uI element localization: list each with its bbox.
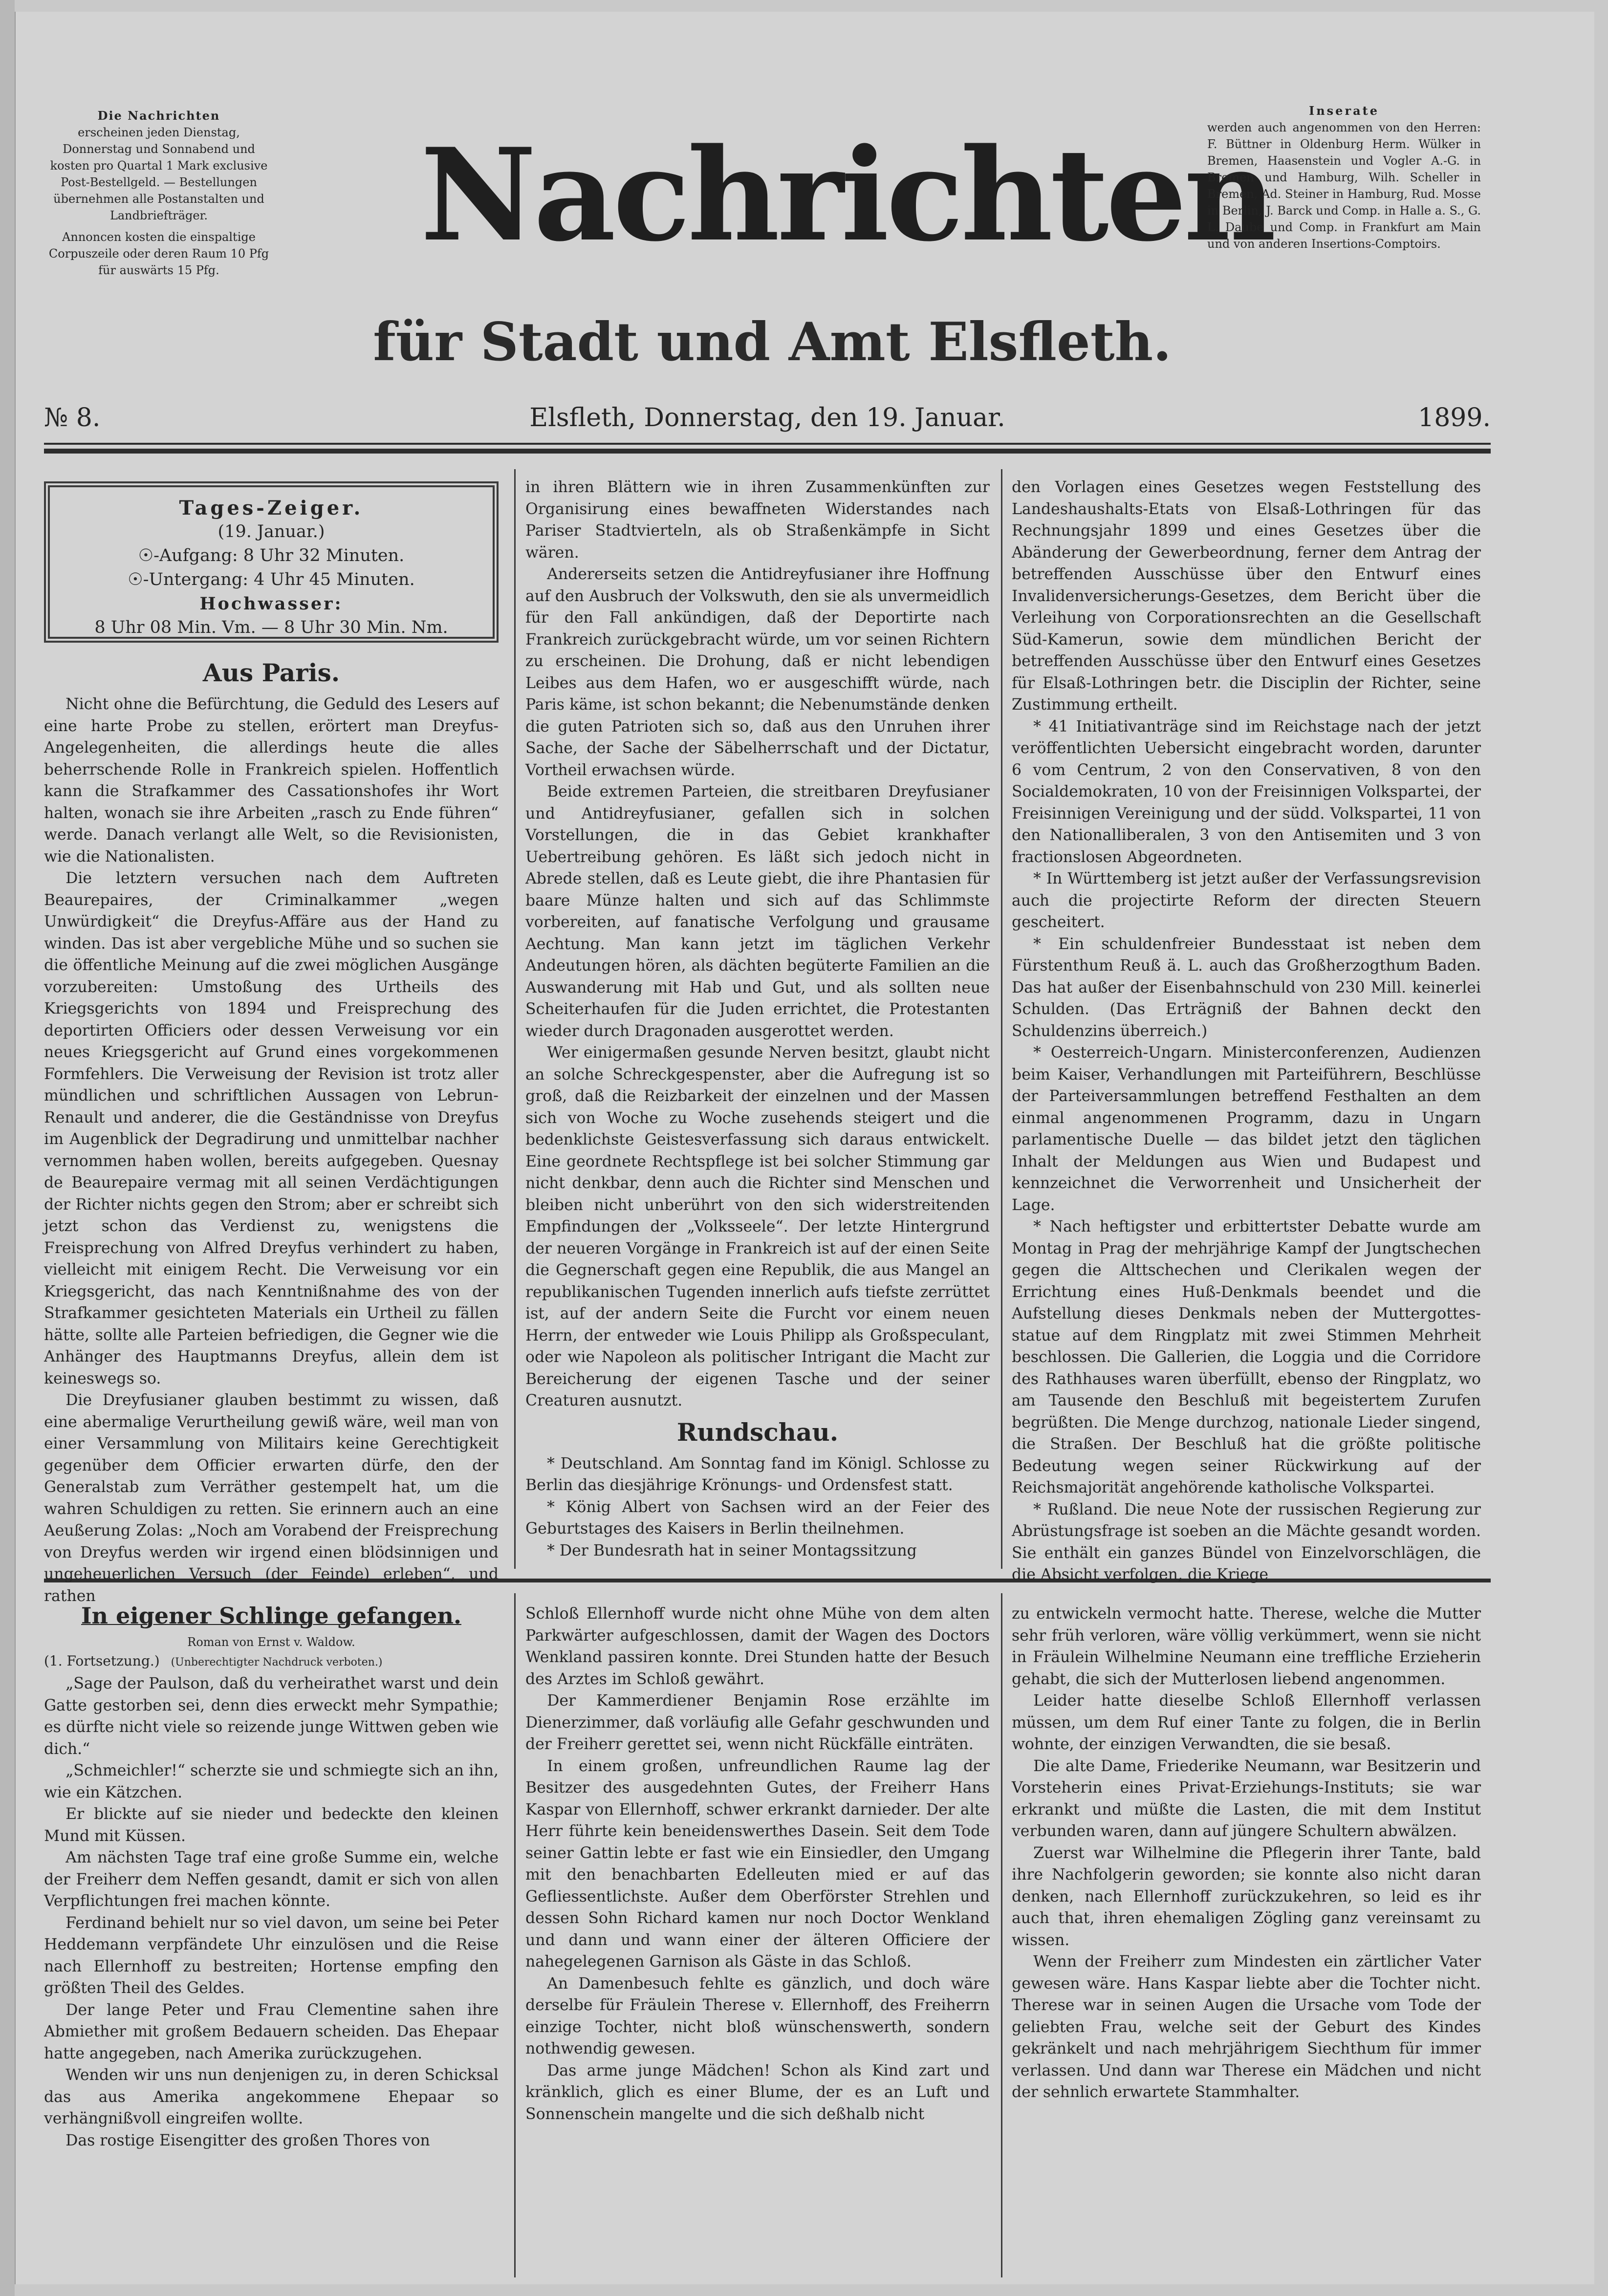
- page-edge-strip: [0, 0, 15, 2296]
- tages-zeiger-date: (19. Januar.): [217, 522, 325, 542]
- column-rule: [514, 1593, 516, 2277]
- column-1-lower: [44, 1598, 499, 2277]
- issue-number: № 8.: [44, 403, 101, 433]
- subscription-info: [44, 108, 274, 279]
- article-title-aus-paris: Aus Paris.: [202, 658, 340, 687]
- paragraph: Leider hatte dieselbe Schloß Ellernhoff verlassen müssen, um dem Ruf einer Tante zu folgen, die in Berlin wohnte, der einzigen Verwandten, die sie besaß.: [1012, 1692, 1481, 1753]
- column-rule: [1001, 469, 1002, 1569]
- inserate-head: Inserate: [1308, 104, 1379, 118]
- paragraph: * Ein schuldenfreier Bundesstaat ist neben dem Fürstenthum Reuß ä. L. auch das Großherzogthum Baden. Das hat außer der Eisenbahnschuld von 230 Mill. keinerlei Schulden. (Das Erträgniß der Bahnen deckt den Schuldenzins überreich.): [1012, 935, 1481, 1040]
- column-rule: [514, 469, 516, 1569]
- paragraph: * Deutschland. Am Sonntag fand im Königl. Schlosse zu Berlin das diesjährige Krönungs- und Ordensfest statt.: [525, 1454, 990, 1494]
- tages-zeiger-box: [44, 481, 499, 643]
- inserate-info: [1207, 103, 1481, 252]
- column-2-lower: [525, 1603, 990, 2277]
- paragraph: Das arme junge Mädchen! Schon als Kind zart und kränklich, glich es einer Blume, der es an Luft und Sonnenschein mangelte und die sich deßhalb nicht: [525, 2061, 990, 2123]
- paragraph: „Sage der Paulson, daß du verheirathet warst und dein Gatte gestorben sei, denn dies erweckt mehr Sympathie; es dürfte nicht viele so reizende junge Wittwen geben wie dich.“: [44, 1675, 499, 1758]
- paragraph: den Vorlagen eines Gesetzes wegen Feststellung des Landeshaushalts-Etats von Elsaß-Lothringen für das Rechnungsjahr 1899 und eines Gesetzes über die Abänderung der Gewerbeordnung, ferner dem Antrag der betreffenden Ausschüsse über den Entwurf eines Invalidenversicherungs-Gesetzes, dem Bericht über die Verleihung von Corporationsrechten an die Gesellschaft Süd-Kamerun, sowie dem mündlichen Bericht der betreffenden Ausschüsse über den Entwurf eines Gesetzes für Elsaß-Lothringen betr. die Disciplin der Richter, seine Zustimmung ertheilt.: [1012, 478, 1481, 714]
- section-title-rundschau: Rundschau.: [676, 1417, 839, 1447]
- column-rule: [1001, 1593, 1002, 2277]
- paragraph: * König Albert von Sachsen wird an der Feier des Geburtstages des Kaisers in Berlin theilnehmen.: [525, 1498, 990, 1538]
- sunset-time: ☉-Untergang: 4 Uhr 45 Minuten.: [128, 570, 415, 589]
- paragraph: * Der Bundesrath hat in seiner Montagssitzung: [547, 1541, 917, 1560]
- column-3-upper: [1012, 477, 1481, 1583]
- issue-year: 1899.: [1418, 403, 1491, 433]
- paragraph: Zuerst war Wilhelmine die Pflegerin ihrer Tante, bald ihre Nachfolgerin geworden; sie konnte also nicht daran denken, nach Ellernhoff zurückzukehren, so leid es ihr auch that, ihren ehemaligen Zögling ganz vereinsamt zu wissen.: [1012, 1844, 1481, 1949]
- paragraph: Wer einigermaßen gesunde Nerven besitzt, glaubt nicht an solche Schreckgespenster, aber die Aufregung ist so groß, daß die Reizbarkeit der einzelnen und der Massen sich von Woche zu Woche zusehends steigert und die bedenklichste Geistesverfassung sich daraus entwickelt. Eine geordnete Rechtspflege ist bei solcher Stimmung gar nicht denkbar, denn auch die Richter sind Menschen und bleiben nicht unberührt von den sich widerstreitenden Empfindungen der „Volksseele“. Der letzte Hintergrund der neueren Vorgänge in Frankreich ist auf der einen Seite die Gegnerschaft gegen eine Republik, die aus Mangel an republikanischen Tugenden innerlich aufs tiefste zerrüttet ist, auf der andern Seite die Furcht vor einem neuen Herrn, der entweder wie Louis Philipp als Großspeculant, oder wie Napoleon als politischer Intrigant die Macht zur Bereicherung der eigenen Tasche und der seiner Creaturen ausnutzt.: [525, 1044, 990, 1409]
- paragraph: Der Kammerdiener Benjamin Rose erzählte im Dienerzimmer, daß vorläufig alle Gefahr geschwunden und der Freiherr gerettet sei, wenn nicht Rückfälle einträten.: [525, 1692, 990, 1753]
- column-2-upper: [525, 477, 990, 1571]
- paragraph: * Rußland. Die neue Note der russischen Regierung zur Abrüstungsfrage ist soeben an die Mächte gesandt worden. Sie enthält ein ganzes Bündel von Einzelvorschlägen, die die Absicht verfolgen, die Kriege: [1012, 1500, 1481, 1583]
- paragraph: Ferdinand behielt nur so viel davon, um seine bei Peter Heddemann verpfändete Uhr einzulösen und die Reise nach Ellernhoff zu bestreiten; Hortense empfing den größten Theil des Geldes.: [44, 1914, 499, 1997]
- paragraph: Wenn der Freiherr zum Mindesten ein zärtlicher Vater gewesen wäre. Hans Kaspar liebte aber die Tochter nicht. Therese war in seinen Augen die Ursache vom Tode der geliebten Frau, welche seit der Geburt des Kindes gekränkelt und nach mehrjährigem Siechthum für immer verlassen. Und dann war Therese ein Mädchen und nicht der sehnlich erwartete Stammhalter.: [1012, 1953, 1481, 2101]
- paragraph: Am nächsten Tage traf eine große Summe ein, welche der Freiherr dem Neffen gesandt, damit er sich von allen Verpflichtungen frei machen könnte.: [44, 1849, 499, 1910]
- inserate-text: werden auch angenommen von den Herren: F. Büttner in Oldenburg Herm. Wülker in Bremen, Haasenstein und Vogler A.-G. in Bremen und Hamburg, Wilh. Scheller in Bremen, Ad. Steiner in Hamburg, Rud. Mosse in Berlin, J. Barck und Comp. in Halle a. S., G. L. Daube und Comp. in Frankfurt am Main und von anderen Insertions-Comptoirs.: [1207, 121, 1481, 251]
- paragraph: in ihren Blättern wie in ihren Zusammenkünften zur Organisirung eines bewaffneten Widerstandes nach Pariser Stadtvierteln, als ob Straßenkämpfe in Sicht wären.: [525, 478, 990, 562]
- paragraph: Schloß Ellernhoff wurde nicht ohne Mühe von dem alten Parkwärter aufgeschlossen, damit der Wagen des Doctors Wenkland passiren konnte. Drei Stunden hatte der Besuch des Arztes im Schloß gewährt.: [525, 1605, 990, 1688]
- story-byline: Roman von Ernst v. Waldow.: [187, 1635, 355, 1649]
- sunrise-time: ☉-Aufgang: 8 Uhr 32 Minuten.: [138, 546, 405, 565]
- header-rule-thin: [44, 443, 1491, 445]
- paragraph: Er blickte auf sie nieder und bedeckte den kleinen Mund mit Küssen.: [44, 1805, 499, 1845]
- subscription-text: erscheinen jeden Dienstag, Donnerstag und Sonnabend und kosten pro Quartal 1 Mark exclusive Post-Bestellgeld. — Bestellungen übernehmen alle Postanstalten und Landbriefträger.: [50, 126, 268, 222]
- masthead-subtitle: für Stadt und Amt Elsfleth.: [373, 311, 1172, 373]
- paragraph: * In Württemberg ist jetzt außer der Verfassungsrevision auch die projectirte Reform der directen Steuern gescheitert.: [1012, 870, 1481, 931]
- column-1-upper: [44, 652, 499, 1605]
- hochwasser-title: Hochwasser:: [199, 594, 343, 614]
- paragraph: Nicht ohne die Befürchtung, die Geduld des Lesers auf eine harte Probe zu stellen, erörtert man Dreyfus-Angelegenheiten, die allerdings heute die alles beherrschende Rolle in Frankreich spielen. Hoffentlich kann die Strafkammer des Cassationshofes ihr Wort halten, wonach sie ihre Arbeiten „rasch zu Ende führen“ werde. Danach verlangt alle Welt, so die Revisionisten, wie die Nationalisten.: [44, 695, 499, 866]
- paragraph: An Damenbesuch fehlte es gänzlich, und doch wäre derselbe für Fräulein Therese v. Ellernhoff, des Freiherrn einzige Tochter, nicht bloß wünschenswerth, sondern nothwendig gewesen.: [525, 1974, 990, 2058]
- continuation-label: (1. Fortsetzung.): [44, 1653, 160, 1669]
- paragraph: * Nach heftigster und erbittertster Debatte wurde am Montag in Prag der mehrjährige Kampf der Jungtschechen gegen die Alttschechen und Clerikalen wegen der Errichtung eines Huß-Denkmals beendet und die Aufstellung dieses Denkmals neben der Muttergottes-statue auf dem Ringplatz mit zwei Stimmen Mehrheit beschlossen. Die Gallerien, die Loggia und die Corridore des Rathhauses waren überfüllt, ebenso der Ringplatz, wo am Tausende den Beschluß mit begeistertem Zurufen begrüßten. Die Menge durchzog, nationale Lieder singend, die Straßen. Der Beschluß hat die größte politische Bedeutung wegen seiner Rückwirkung auf der Reichsmajorität angehörende katholische Volkspartei.: [1012, 1218, 1481, 1496]
- paragraph: * 41 Initiativanträge sind im Reichstage nach der jetzt veröffentlichten Uebersicht eingebracht worden, darunter 6 vom Centrum, 2 von den Conservativen, 8 von den Socialdemokraten, 10 von der Freisinnigen Volkspartei, der Freisinnigen Vereinigung und der südd. Volkspartei, 11 von den Nationalliberalen, 3 von den Antisemiten und 3 von fractionslosen Abgeordneten.: [1012, 717, 1481, 866]
- paragraph: Wenden wir uns nun denjenigen zu, in deren Schicksal das aus Amerika angekommene Ehepaar so verhängnißvoll eingreifen wollte.: [44, 2066, 499, 2127]
- paragraph: Beide extremen Parteien, die streitbaren Dreyfusianer und Antidreyfusianer, gefallen sich in solchen Vorstellungen, die in das Gebiet krankhafter Uebertreibung gehören. Es läßt sich jedoch nicht in Abrede stellen, daß es Leute giebt, die ihre Phantasien für baare Münze halten und sich auf das Schlimmste vorbereiten, auf fanatische Verfolgung und grausame Aechtung. Man kann jetzt im täglichen Verkehr Andeutungen hören, als dächten begüterte Familien an die Auswanderung mit Hab und Gut, und als sollten neue Scheiterhaufen für die Juden errichtet, die Protestanten wieder durch Dragonaden ausgerottet werden.: [525, 783, 990, 1040]
- story-title: In eigener Schlinge gefangen.: [81, 1603, 461, 1629]
- header-rule-thick: [44, 449, 1491, 454]
- advert-price-text: Annoncen kosten die einspaltige Corpuszeile oder deren Raum 10 Pfg für auswärts 15 Pfg.: [48, 230, 269, 277]
- paragraph: Der lange Peter und Frau Clementine sahen ihre Abmiether mit großem Bedauern scheiden. Das Ehepaar hatte angegeben, nach Amerika zurückzugehen.: [44, 2001, 499, 2062]
- dateline: [44, 401, 1491, 435]
- paragraph: Die letztern versuchen nach dem Auftreten Beaurepaires, der Criminalkammer „wegen Unwürdigkeit“ die Dreyfus-Affäre aus der Hand zu winden. Das ist aber vergebliche Mühe und so suchen sie die öffentliche Meinung auf die zwei möglichen Ausgänge vorzubereiten: Umstoßung des Urtheils des Kriegsgerichts von 1894 und Freisprechung des deportirten Officiers oder dessen Verweisung vor ein neues Kriegsgericht auf Grund eines vorgekommenen Formfehlers. Die Verweisung der Revision ist trotz aller mündlichen und schriftlichen Aussagen von Lebrun-Renault und anderer, die die Geständnisse von Dreyfus im Augenblick der Degradirung und unmittelbar nachher vernommen haben wollen, bereits aufgegeben. Quesnay de Beaurepaire vermag mit all seinen Verdächtigungen der Richter nichts gegen den Strom; aber er schreibt sich jetzt schon das Verdienst zu, wenigstens die Freisprechung von Alfred Dreyfus verhindert zu haben, vielleicht mit einigem Recht. Die Verweisung vor ein Kriegsgericht, das nach Kenntnißnahme des von der Strafkammer gesichteten Materials ein Urtheil zu fällen hätte, sollte alle Parteien befriedigen, die Gegner wie die Anhänger des Hauptmanns Dreyfus, allein dem ist keineswegs so.: [44, 869, 499, 1387]
- masthead-title: Nachrichten: [420, 121, 1274, 270]
- rights-notice: (Unberechtigter Nachdruck verboten.): [171, 1656, 383, 1668]
- subscription-head: Die Nachrichten: [97, 108, 220, 123]
- paragraph: Die Dreyfusianer glauben bestimmt zu wissen, daß eine abermalige Verurtheilung gewiß wäre, weil man von einer Versammlung von Militairs keine Gerechtigkeit gegenüber dem Officier erwarten dürfe, den der Generalstab zum Verräther gestempelt hat, um die wahren Schuldigen zu retten. Sie erinnern auch an eine Aeußerung Zolas: „Noch am Vorabend der Freisprechung von Dreyfus werden wir irgend einen blödsinnigen und ungeheuerlichen Versuch (der Feinde) erleben“, und rathen: [44, 1391, 499, 1605]
- paragraph: Die alte Dame, Friederike Neumann, war Besitzerin und Vorsteherin eines Privat-Erziehungs-Instituts; sie war erkrankt und müßte die Lasten, die mit dem Institut verbunden waren, dann auf jüngere Schultern abwälzen.: [1012, 1757, 1481, 1840]
- paragraph: Andererseits setzen die Antidreyfusianer ihre Hoffnung auf den Ausbruch der Volkswuth, den sie als unvermeidlich für den Fall ankündigen, daß der Deportirte nach Frankreich zurückgebracht würde, um vor seinen Richtern zu erscheinen. Die Drohung, daß er nicht lebendigen Leibes aus dem Hafen, wo er ausgeschifft würde, nach Paris käme, ist schon bekannt; die Nebenumstände denken die guten Patrioten sich so, daß aus den Unruhen ihrer Sache, der Sache der Säbelherrschaft und der Dictatur, Vortheil erwachsen würde.: [525, 565, 990, 779]
- story-continuation: [44, 1651, 499, 1673]
- paragraph: Das rostige Eisengitter des großen Thores von: [65, 2131, 430, 2149]
- paragraph: zu entwickeln vermocht hatte. Therese, welche die Mutter sehr früh verloren, wäre völlig verkümmert, wenn sie nicht in Fräulein Wilhelmine Neumann eine treffliche Erzieherin gehabt, die sich der Mutterlosen liebend angenommen.: [1012, 1605, 1481, 1688]
- paragraph: In einem großen, unfreundlichen Raume lag der Besitzer des ausgedehnten Gutes, der Freiherr Hans Kaspar von Ellernhoff, schwer erkrankt darnieder. Der alte Herr führte kein beneidenswerthes Dasein. Seit dem Tode seiner Gattin lebte er fast wie ein Einsiedler, den Umgang mit den benachbarten Edelleuten mied er auf das Gefliessentlichste. Außer dem Oberförster Strehlen und dessen Sohn Richard kamen nur noch Doctor Wenkland und dann und wann einer der älteren Officiere der nahegelegenen Garnison als Gäste in das Schloß.: [525, 1757, 990, 1971]
- tages-zeiger-title: Tages-Zeiger.: [179, 497, 364, 520]
- paragraph: „Schmeichler!“ scherzte sie und schmiegte sich an ihn, wie ein Kätzchen.: [44, 1762, 499, 1801]
- place-date: Elsfleth, Donnerstag, den 19. Januar.: [529, 403, 1005, 433]
- paragraph: * Oesterreich-Ungarn. Ministerconferenzen, Audienzen beim Kaiser, Verhandlungen mit Parteiführern, Beschlüsse der Parteiversammlungen betreffend Festhalten an dem einmal angenommenen Programm, dazu in Ungarn parlamentische Duelle — das bildet jetzt den täglichen Inhalt der Meldungen aus Wien und Budapest und kennzeichnet die Verworrenheit und Unsicherheit der Lage.: [1012, 1044, 1481, 1214]
- column-3-lower: [1012, 1603, 1481, 2277]
- hochwasser-times: 8 Uhr 08 Min. Vm. — 8 Uhr 30 Min. Nm.: [94, 618, 448, 637]
